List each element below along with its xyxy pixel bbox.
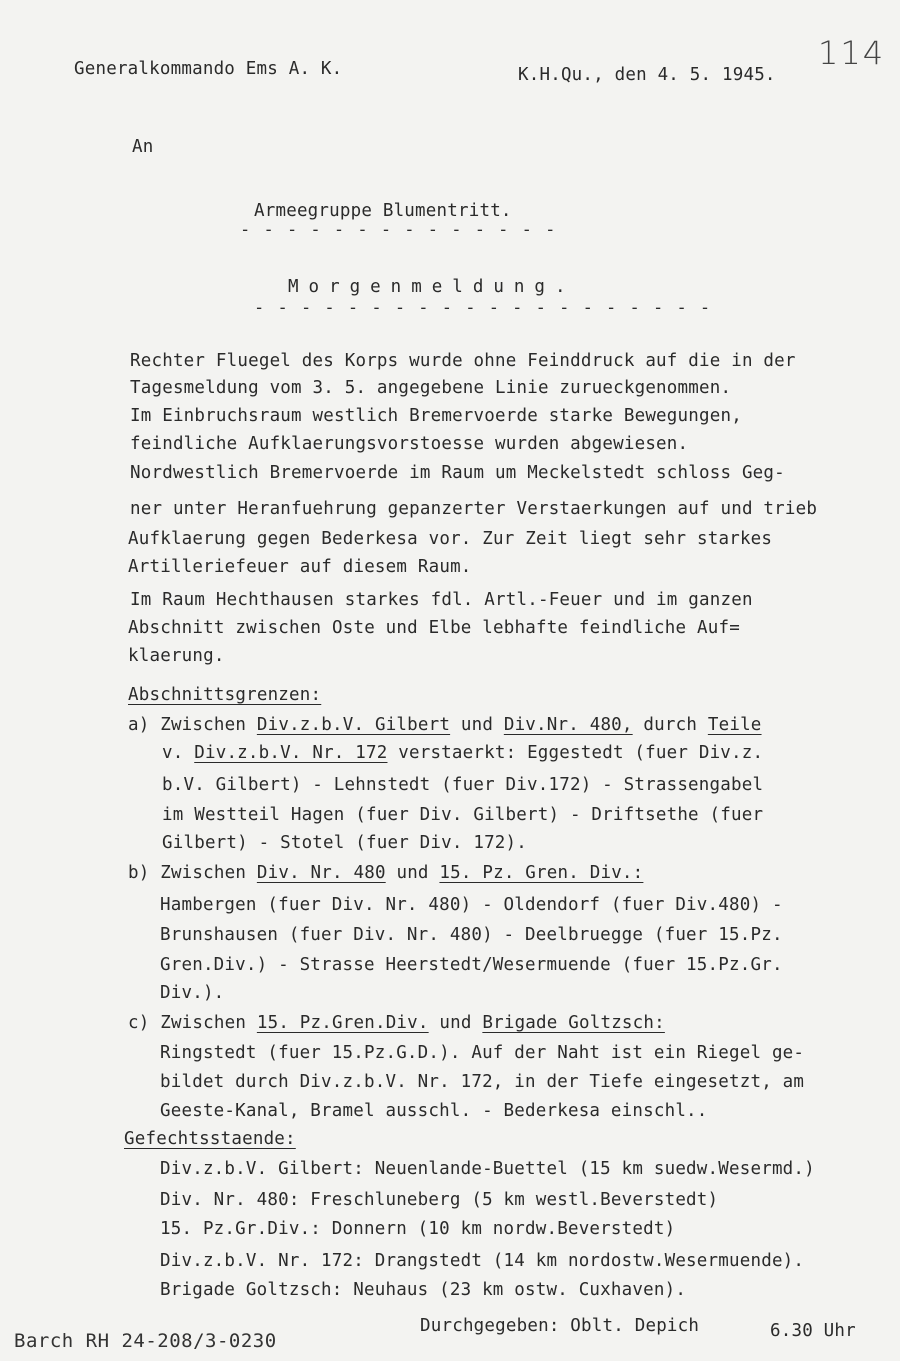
boundary-b-unit2: 15. Pz. Gren. Div.:	[439, 863, 644, 883]
boundary-a-unit3: Div.z.b.V. Nr. 172	[194, 743, 388, 763]
body-line: Abschnitt zwischen Oste und Elbe lebhafte feindliche Auf=	[128, 618, 740, 638]
boundary-a-und: und	[460, 715, 494, 735]
boundary-b-marker: b) Zwischen	[128, 863, 247, 883]
transmit-time: 6.30 Uhr	[770, 1321, 856, 1341]
boundary-a-text: b.V. Gilbert) - Lehnstedt (fuer Div.172) - Strassengabel	[162, 775, 764, 795]
boundary-a-teile: Teile	[707, 715, 762, 735]
command-post-line: Div.z.b.V. Nr. 172: Drangstedt (14 km nordostw.Wesermuende).	[160, 1251, 805, 1271]
title-underline: - - - - - - - - - - - - - - - - - - - -	[254, 298, 712, 318]
place-date: K.H.Qu., den 4. 5. 1945.	[518, 65, 776, 85]
recipient: Armeegruppe Blumentritt.	[254, 201, 512, 221]
archive-signature: Barch RH 24-208/3-0230	[14, 1330, 277, 1352]
body-line: Rechter Fluegel des Korps wurde ohne Feinddruck auf die in der	[130, 351, 796, 371]
body-line: klaerung.	[128, 646, 225, 666]
recipient-underline: - - - - - - - - - - - - - -	[240, 220, 557, 240]
command-posts-heading: Gefechtsstaende:	[124, 1129, 296, 1149]
body-line: Im Einbruchsraum westlich Bremervoerde starke Bewegungen,	[130, 406, 742, 426]
command-post-line: Div.z.b.V. Gilbert: Neuenlande-Buettel (15 km suedw.Wesermd.)	[160, 1159, 815, 1179]
boundary-a-marker: a) Zwischen	[128, 715, 247, 735]
body-line: Artilleriefeuer auf diesem Raum.	[128, 557, 472, 577]
boundary-c-line1	[128, 1012, 665, 1034]
body-line: Nordwestlich Bremervoerde im Raum um Meckelstedt schloss Geg-	[130, 463, 785, 483]
body-line: feindliche Aufklaerungsvorstoesse wurden abgewiesen.	[130, 434, 689, 454]
boundary-b-unit1: Div. Nr. 480	[256, 863, 386, 883]
boundary-c-text: bildet durch Div.z.b.V. Nr. 172, in der Tiefe eingesetzt, am	[160, 1072, 805, 1092]
boundary-a-rest: verstaerkt: Eggestedt (fuer Div.z.	[398, 743, 764, 763]
boundary-b-text: Div.).	[160, 983, 225, 1003]
boundary-c-text: Ringstedt (fuer 15.Pz.G.D.). Auf der Naht ist ein Riegel ge-	[160, 1043, 805, 1063]
boundary-a-durch: durch	[643, 715, 698, 735]
body-line: Aufklaerung gegen Bederkesa vor. Zur Zeit liegt sehr starkes	[128, 529, 773, 549]
boundaries-heading: Abschnittsgrenzen:	[128, 685, 322, 705]
page-number: 114	[818, 34, 886, 72]
boundary-b-line1	[128, 862, 643, 884]
boundary-c-unit1: 15. Pz.Gren.Div.	[256, 1013, 429, 1033]
boundary-a-unit2: Div.Nr. 480,	[503, 715, 633, 735]
command-post-line: Div. Nr. 480: Freschluneberg (5 km westl.Beverstedt)	[160, 1190, 719, 1210]
boundary-a-v: v.	[162, 743, 184, 763]
sender: Generalkommando Ems A. K.	[74, 59, 343, 79]
boundary-b-und: und	[396, 863, 429, 883]
boundary-a-line1	[128, 714, 762, 736]
boundary-c-unit2: Brigade Goltzsch:	[482, 1013, 665, 1033]
boundary-a-unit1: Div.z.b.V. Gilbert	[256, 715, 451, 735]
boundary-b-text: Hambergen (fuer Div. Nr. 480) - Oldendorf (fuer Div.480) -	[160, 895, 783, 915]
body-line: Tagesmeldung vom 3. 5. angegebene Linie zurueckgenommen.	[130, 378, 732, 398]
addressee-label: An	[132, 137, 154, 157]
command-post-line: Brigade Goltzsch: Neuhaus (23 km ostw. Cuxhaven).	[160, 1280, 687, 1300]
body-line: Im Raum Hechthausen starkes fdl. Artl.-Feuer und im ganzen	[130, 590, 753, 610]
boundary-b-text: Brunshausen (fuer Div. Nr. 480) - Deelbruegge (fuer 15.Pz.	[160, 925, 783, 945]
report-title: Morgenmeldung.	[288, 277, 576, 297]
boundary-c-marker: c) Zwischen	[128, 1013, 247, 1033]
boundary-a-text: Gilbert) - Stotel (fuer Div. 172).	[162, 833, 528, 853]
body-line: ner unter Heranfuehrung gepanzerter Verstaerkungen auf und trieb	[130, 499, 818, 519]
transmitted-by: Durchgegeben: Oblt. Depich	[420, 1316, 700, 1336]
boundary-b-text: Gren.Div.) - Strasse Heerstedt/Wesermuende (fuer 15.Pz.Gr.	[160, 955, 783, 975]
boundary-c-text: Geeste-Kanal, Bramel ausschl. - Bederkesa einschl..	[160, 1101, 708, 1121]
boundary-a-line2	[162, 742, 763, 764]
boundary-c-und: und	[439, 1013, 472, 1033]
command-post-line: 15. Pz.Gr.Div.: Donnern (10 km nordw.Beverstedt)	[160, 1219, 676, 1239]
boundary-a-text: im Westteil Hagen (fuer Div. Gilbert) - Driftsethe (fuer	[162, 805, 764, 825]
